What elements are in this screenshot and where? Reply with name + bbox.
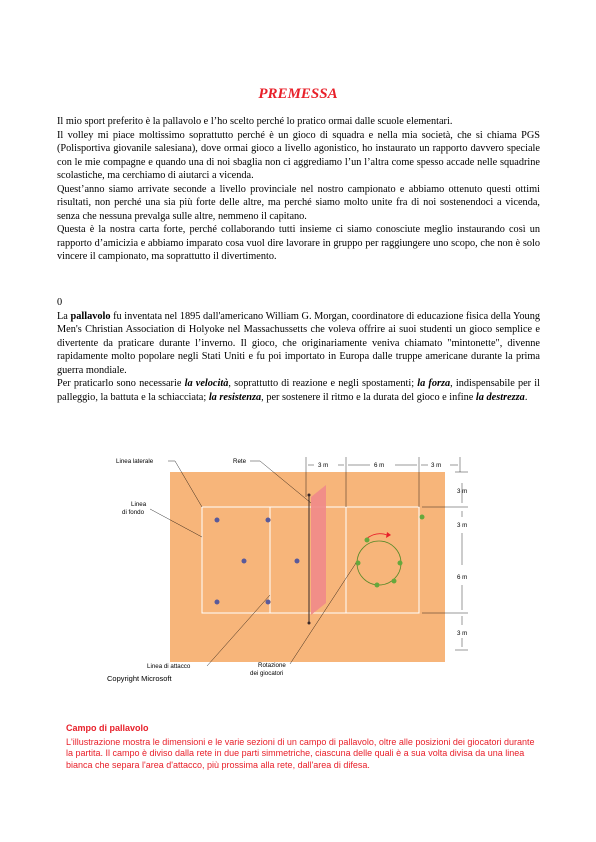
requirements-paragraph <box>57 377 540 404</box>
caption-text: L'illustrazione mostra le dimensioni e le varie sezioni di un campo di pallavolo, oltre alle posizioni dei giocatori durante la partita. Il campo è diviso dalla rete in due parti simmetriche, ciascuna delle quali è a sua volta divisa da una linea bianca che separa l'area d'attacco, più prossima alla rete, dall'area di difesa. <box>66 736 535 770</box>
label-side-line: Linea laterale <box>116 458 154 465</box>
intro-paragraph: Questa è la nostra carta forte, perché collaborando tutti insieme ci siamo conosciute meglio instaurando così un rapporto d’amicizia e abbiamo imparato cosa vuol dire lavorare in gruppo per raggiungere uno scopo, che non è solo vincere il campionato, ma soprattutto il divertimento. <box>57 224 540 262</box>
court-surface <box>170 472 445 662</box>
intro-section <box>57 115 540 264</box>
req-text: . <box>524 391 528 403</box>
dim-right-2: 3 m <box>457 522 468 529</box>
req-text: , per sostenere il ritmo e la durata del gioco e infine <box>261 391 476 403</box>
court-diagram <box>100 445 490 695</box>
history-section <box>57 296 540 404</box>
volleyball-court-figure <box>100 445 490 695</box>
figure-caption <box>66 723 536 771</box>
req-strength: la forza <box>417 378 451 389</box>
req-text: , indispensabile per il palleggio, la battuta e la schiacciata; <box>57 378 540 403</box>
caption-title: Campo di pallavolo <box>66 723 149 733</box>
player-marker <box>356 561 361 566</box>
label-net: Rete <box>233 458 247 465</box>
dim-right-1: 3 m <box>457 488 468 495</box>
intro-paragraph: Quest’anno siamo arrivate seconde a livello provinciale nel nostro campionato e abbiamo ottenuto questi ottimi risultati, non perché una sia più forte delle altre, ma perché siamo molto unite fra di noi sostenendoci a vicenda, senza che nessuna prevalga sulle altre, nemmeno il capitano. <box>57 183 540 222</box>
player-marker <box>365 538 370 543</box>
dim-top-3: 3 m <box>431 462 442 469</box>
label-attack-line: Linea di attacco <box>147 663 191 670</box>
req-dexterity: la destrezza <box>475 391 525 403</box>
dim-right-3: 6 m <box>457 574 468 581</box>
label-end-line-2: di fondo <box>122 509 145 516</box>
req-endurance: la resistenza <box>208 391 262 403</box>
stray-number: 0 <box>57 297 63 308</box>
player-marker <box>392 579 397 584</box>
player-marker <box>295 559 300 564</box>
dim-top-1: 3 m <box>318 462 329 469</box>
req-text: Per praticarlo sono necessarie <box>57 378 185 389</box>
net-icon <box>311 485 326 615</box>
dim-top-2: 6 m <box>374 462 385 469</box>
player-marker <box>375 583 380 588</box>
player-marker <box>420 515 425 520</box>
label-rotation-2: dei giocatori <box>250 670 284 677</box>
page-title: PREMESSA <box>258 86 338 102</box>
history-paragraph <box>57 310 540 378</box>
req-speed: la velocità <box>184 378 229 389</box>
history-lead: La <box>57 310 71 322</box>
history-bold-word: pallavolo <box>70 310 111 322</box>
intro-paragraph: Il volley mi piace moltissimo soprattutto perché è un gioco di squadra e nella mia società, che si chiama PGS (Polisportiva giovanile salesiana), dove ormai gioco a livello agonistico, ho instaurato un rapporto davvero speciale con le mie compagne e quando una di noi sbaglia non ci aggrediamo l’un l’altra come spesso accade nelle squadrine scolastiche, ma cerchiamo di aiutarci a vicenda. <box>57 129 540 181</box>
dim-right-4: 3 m <box>457 630 468 637</box>
copyright-text: Copyright Microsoft <box>107 674 172 683</box>
intro-paragraph: Il mio sport preferito è la pallavolo e l’ho scelto perché lo pratico ormai dalle scuole elementari. <box>57 116 453 127</box>
player-marker <box>215 518 220 523</box>
player-marker <box>215 600 220 605</box>
label-end-line: Linea <box>131 501 147 508</box>
player-marker <box>398 561 403 566</box>
player-marker <box>242 559 247 564</box>
player-marker <box>266 518 271 523</box>
history-rest: fu inventata nel 1895 dall'americano William G. Morgan, coordinatore di educazione fisica della Young Men's Christian Association di Holyoke nel Massachussetts che voleva offrire ai suoi studenti un gioco semplice e divertente da praticare durante l’inverno. Il gioco, che originariamente veniva chiamato "mintonette", divenne rapidamente molto popolare negli Stati Uniti e fu poi importato in Europa dalle truppe americane durante la prima guerra mondiale. <box>57 310 540 376</box>
player-marker <box>266 600 271 605</box>
req-text: , soprattutto di reazione e negli spostamenti; <box>228 378 418 389</box>
label-rotation: Rotazione <box>258 662 286 669</box>
